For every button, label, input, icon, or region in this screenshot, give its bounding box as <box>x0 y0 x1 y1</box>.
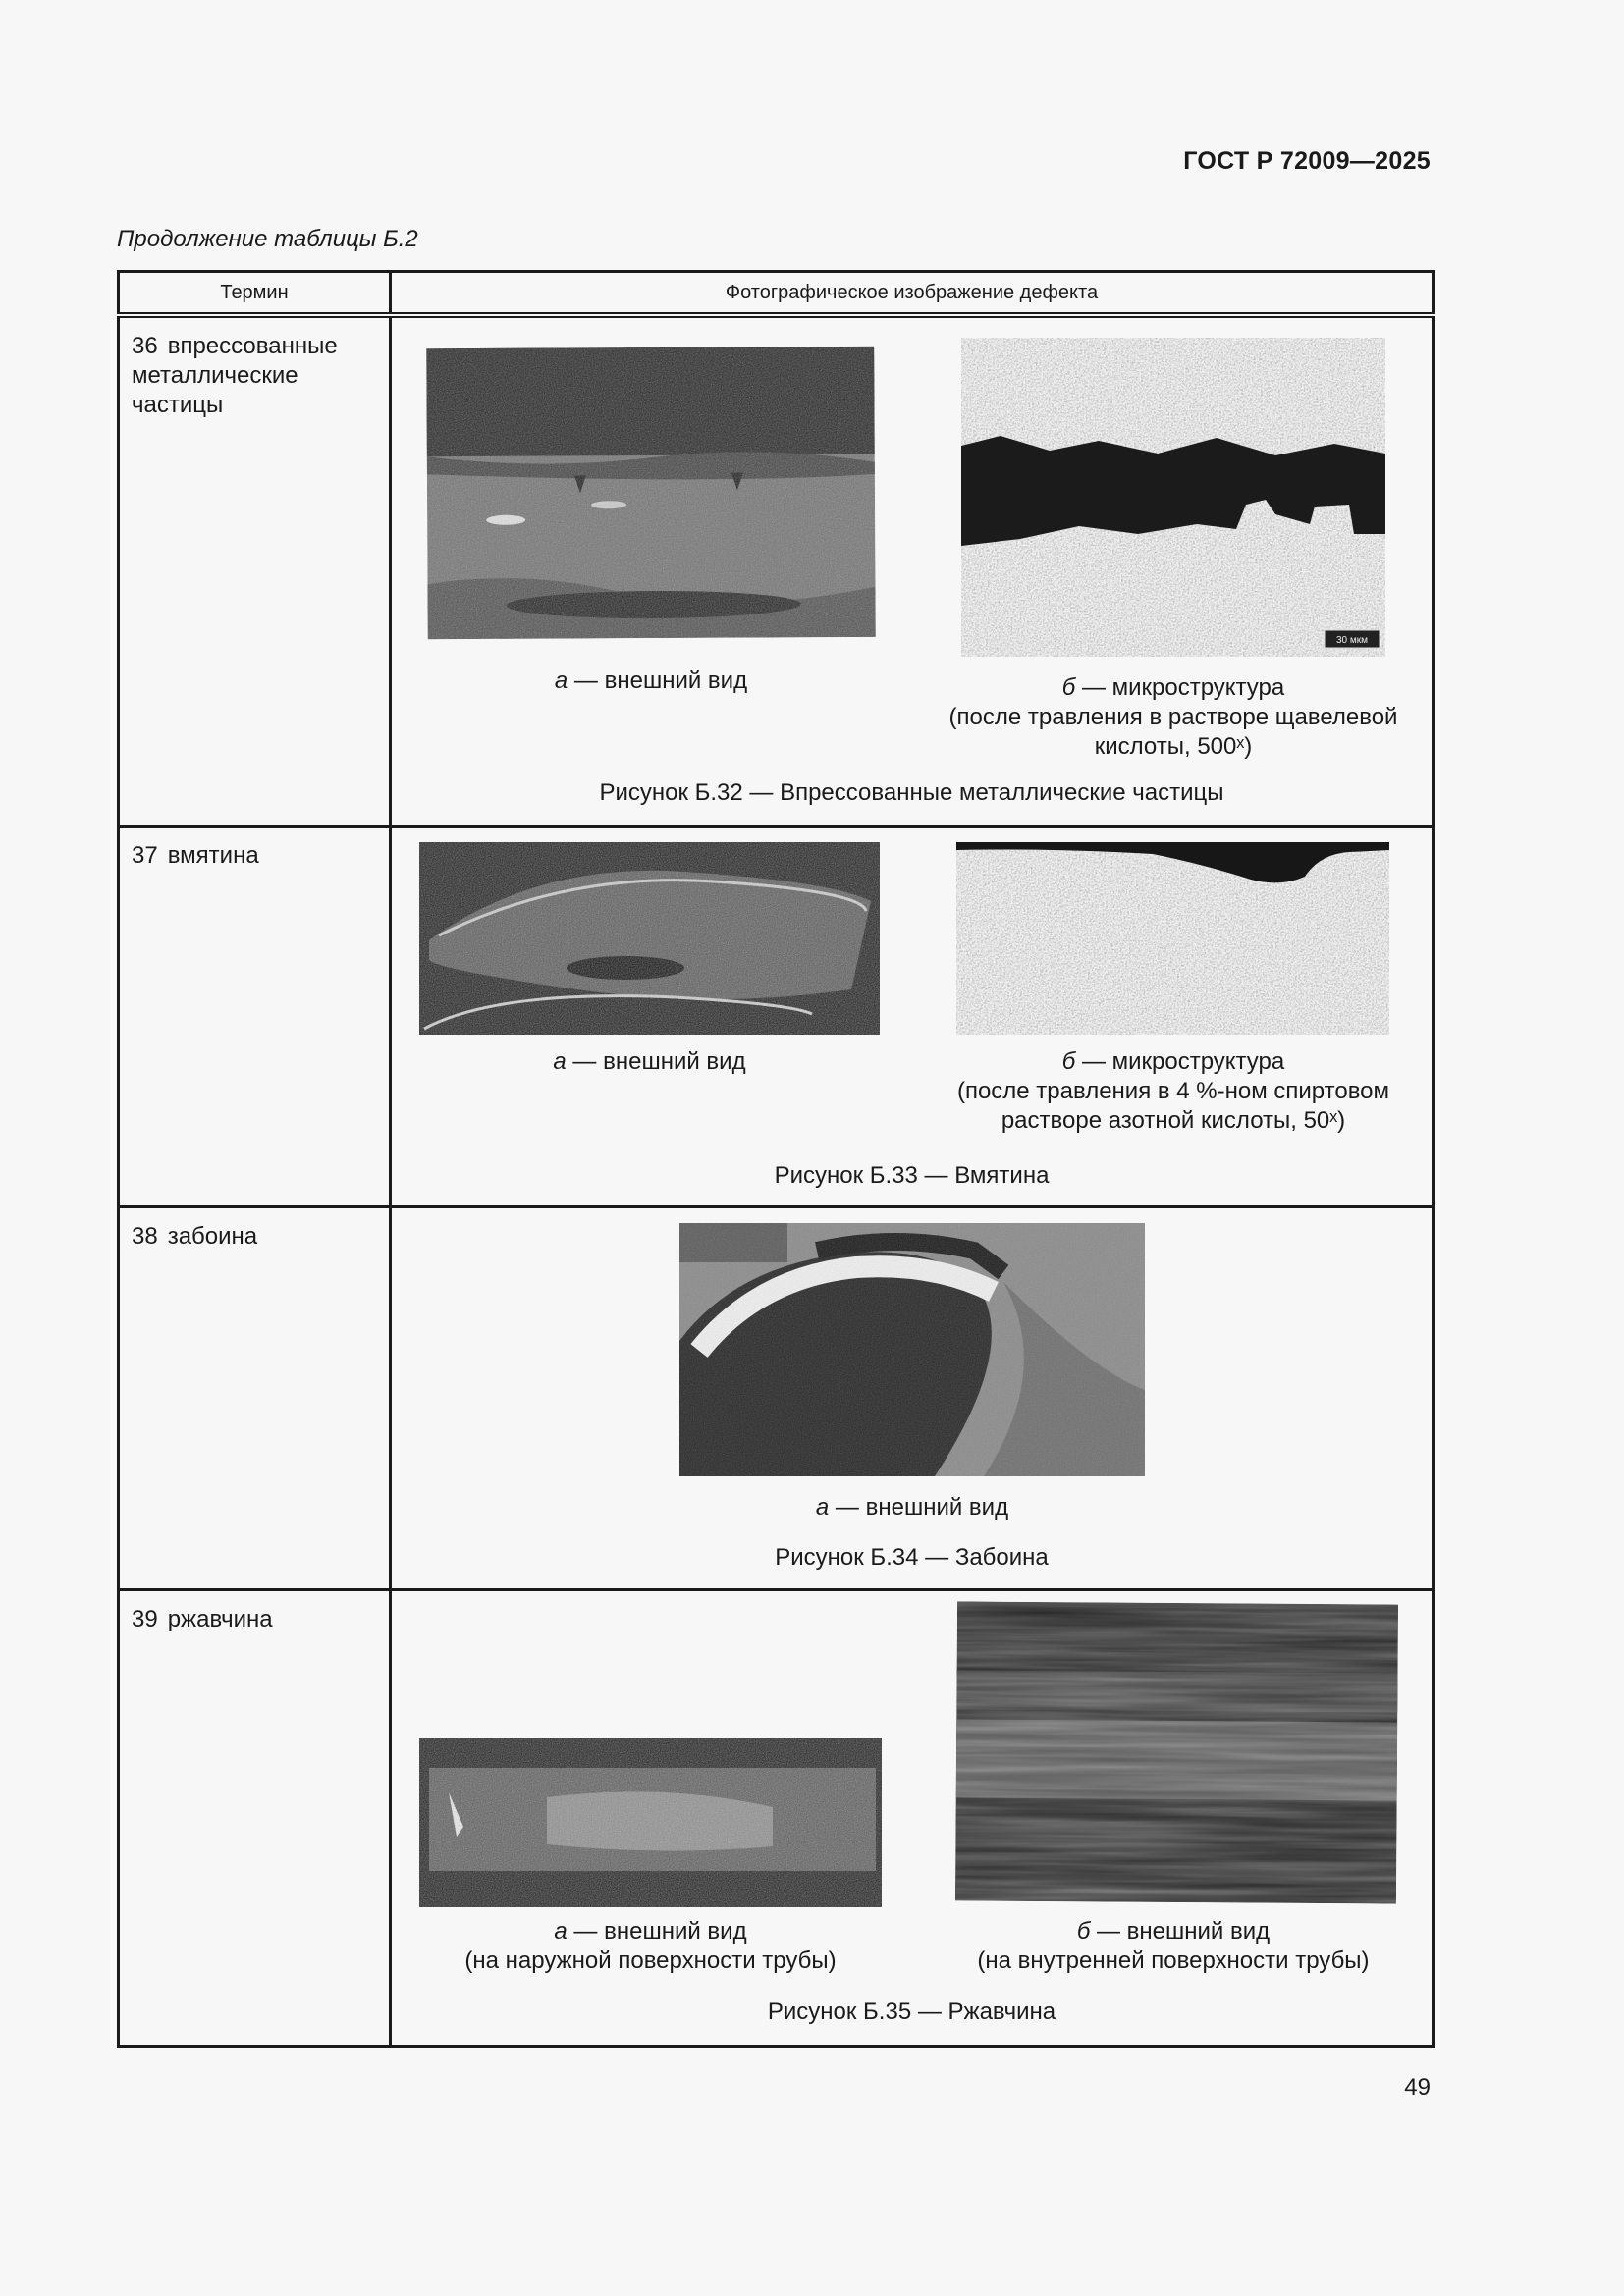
column-header-photo: Фотографическое изображение дефекта <box>391 272 1434 316</box>
term-cell <box>119 826 391 1206</box>
defects-table <box>117 270 1435 2048</box>
photo-external-view <box>679 1223 1145 1476</box>
figure-caption: Рисунок Б.34 — Забоина <box>775 1543 1049 1571</box>
photo-external-view-inner <box>955 1601 1398 1903</box>
caption-b: б — микроструктура (после травления в 4 %-ном спиртовом растворе азотной кислоты, 50ˣ) <box>956 1047 1390 1134</box>
term-number: 36 <box>132 333 158 359</box>
term-cell <box>119 1589 391 2046</box>
term-name: впрессованные металлические частицы <box>132 333 338 418</box>
photo-external-view <box>419 842 880 1035</box>
column-header-term: Термин <box>119 272 391 316</box>
photo-microstructure <box>961 338 1385 657</box>
caption-a: а — внешний вид (на наружной поверхности трубы) <box>464 1917 837 1974</box>
photo-microstructure <box>956 842 1389 1035</box>
table-continuation-label: Продолжение таблицы Б.2 <box>117 226 418 252</box>
term-number: 38 <box>132 1222 158 1250</box>
page-number: 49 <box>1404 2074 1431 2101</box>
term-number: 39 <box>132 1605 158 1632</box>
caption-b: б — внешний вид (на внутренней поверхности трубы) <box>977 1917 1370 1974</box>
photo-external-view-outer <box>419 1738 882 1907</box>
table-row <box>119 826 1434 1206</box>
caption-a: а — внешний вид <box>553 1047 746 1075</box>
table-row <box>119 1589 1434 2046</box>
standard-designation: ГОСТ Р 72009—2025 <box>1183 147 1431 175</box>
term-name: вмятина <box>167 841 259 869</box>
figure-caption: Рисунок Б.32 — Впрессованные металлические частицы <box>599 779 1224 806</box>
photo-external-view <box>426 347 876 639</box>
figure-caption: Рисунок Б.33 — Вмятина <box>774 1161 1050 1189</box>
term-name: ржавчина <box>167 1605 273 1632</box>
scale-bar-label: 30 мкм <box>1335 635 1369 646</box>
table-row <box>119 1206 1434 1589</box>
photo-cell <box>391 315 1434 826</box>
photo-cell <box>391 826 1434 1206</box>
figure-caption: Рисунок Б.35 — Ржавчина <box>767 1998 1056 2025</box>
photo-cell <box>391 1206 1434 1589</box>
term-cell <box>119 1206 391 1589</box>
table-row <box>119 315 1434 826</box>
term-cell <box>119 315 391 826</box>
term-number: 37 <box>132 841 158 869</box>
photo-cell <box>391 1589 1434 2046</box>
caption-b: б — микроструктура (после травления в растворе щавелевой кислоты, 500ˣ) <box>948 674 1398 760</box>
caption-a: а — внешний вид <box>815 1493 1009 1521</box>
caption-a: а — внешний вид <box>554 667 748 694</box>
term-name: забоина <box>167 1222 258 1250</box>
